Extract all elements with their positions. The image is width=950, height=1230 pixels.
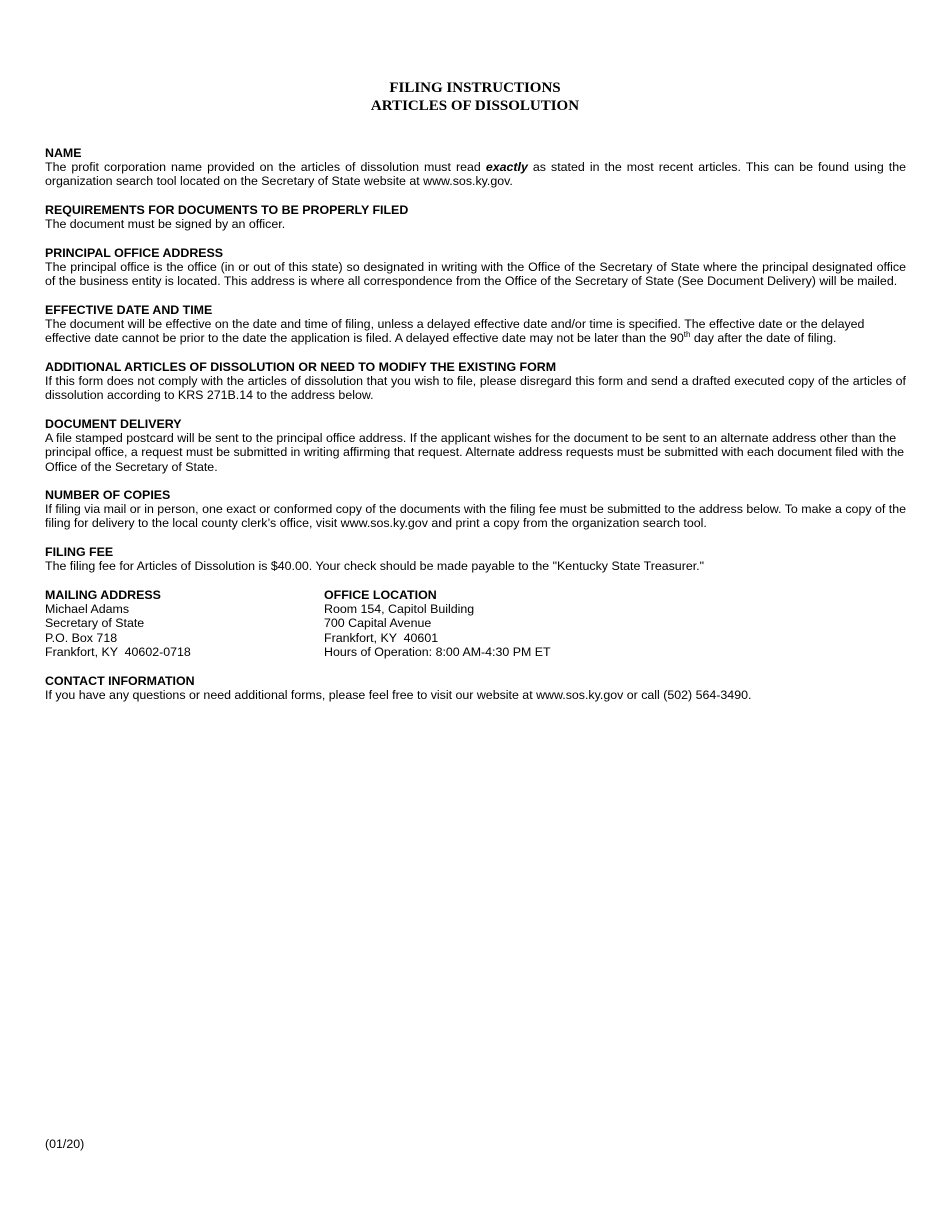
section-principal-office <box>45 246 906 289</box>
section-text: The principal office is the office (in or out of this state) so designated in writing with the Office of the Secretary of State where the principal designated office of the business entity is located. This address is where all correspondence from the Office of the Secretary of State (See Document Delivery) will be mailed. <box>45 260 906 289</box>
section-heading: CONTACT INFORMATION <box>45 674 195 688</box>
address-line: P.O. Box 718 <box>45 630 118 645</box>
address-line: 700 Capital Avenue <box>324 616 432 631</box>
section-text: If this form does not comply with the articles of dissolution that you wish to file, please disregard this form and send a drafted executed copy of the articles of dissolution according to KRS 271B.14 to the address below. <box>45 374 906 403</box>
section-heading: PRINCIPAL OFFICE ADDRESS <box>45 246 224 260</box>
address-line: Frankfort, KY 40602-0718 <box>45 644 191 659</box>
section-effective-date <box>45 303 906 346</box>
section-heading: DOCUMENT DELIVERY <box>45 417 182 431</box>
section-name <box>45 146 906 189</box>
section-document-delivery <box>45 417 906 474</box>
section-heading: NUMBER OF COPIES <box>45 488 171 502</box>
section-copies <box>45 488 906 531</box>
section-heading: EFFECTIVE DATE AND TIME <box>45 303 213 317</box>
section-text: If you have any questions or need additional forms, please feel free to visit our website at www.sos.ky.gov or call (502) 564-3490. <box>45 688 752 703</box>
revision-date: (01/20) <box>45 1137 85 1151</box>
emphasis-text: exactly <box>485 160 528 175</box>
section-heading: NAME <box>45 146 82 160</box>
document-title-line-1: FILING INSTRUCTIONS <box>389 80 561 96</box>
section-text: The document must be signed by an officer. <box>45 217 286 232</box>
document-title-line-2: ARTICLES OF DISSOLUTION <box>370 98 580 114</box>
address-line: Secretary of State <box>45 616 145 631</box>
section-heading: OFFICE LOCATION <box>324 588 437 602</box>
office-hours: Hours of Operation: 8:00 AM-4:30 PM ET <box>324 644 551 659</box>
section-filing-fee <box>45 545 906 573</box>
section-text: The profit corporation name provided on the articles of dissolution must read exactly as stated in the most recent articles. This can be found using the organization search tool located on the Secretary of State website at www.sos.ky.gov. <box>45 160 906 189</box>
mailing-address <box>45 588 191 659</box>
section-heading: ADDITIONAL ARTICLES OF DISSOLUTION OR NEED TO MODIFY THE EXISTING FORM <box>45 360 557 374</box>
section-text: If filing via mail or in person, one exact or conformed copy of the documents with the filing fee must be submitted to the address below. To make a copy of the filing for delivery to the local county clerk’s office, visit www.sos.ky.gov and print a copy from the organization search tool. <box>45 502 906 531</box>
address-line: Michael Adams <box>45 602 130 617</box>
section-contact <box>45 674 906 702</box>
address-line: Frankfort, KY 40601 <box>324 630 439 645</box>
office-location <box>324 588 551 659</box>
section-heading: FILING FEE <box>45 545 114 559</box>
section-heading: REQUIREMENTS FOR DOCUMENTS TO BE PROPERLY FILED <box>45 203 409 217</box>
section-requirements <box>45 203 906 231</box>
address-line: Room 154, Capitol Building <box>324 602 475 617</box>
section-text: The document will be effective on the date and time of filing, unless a delayed effective date and/or time is specified. The effective date or the delayed effective date cannot be prior to the date the application is filed. A delayed effective date may not be later than the 90th day after the date of filing. <box>45 317 865 346</box>
section-additional-articles <box>45 360 906 403</box>
section-text: The filing fee for Articles of Dissolution is $40.00. Your check should be made payable to the "Kentucky State Treasurer." <box>45 559 704 574</box>
section-heading: MAILING ADDRESS <box>45 588 161 602</box>
section-text: A file stamped postcard will be sent to the principal office address. If the applicant wishes for the document to be sent to an alternate address other than the principal office, a request must be submitted in writing affirming that request. Alternate address requests must be submitted with each document filed with the Office of the Secretary of State. <box>45 431 905 474</box>
